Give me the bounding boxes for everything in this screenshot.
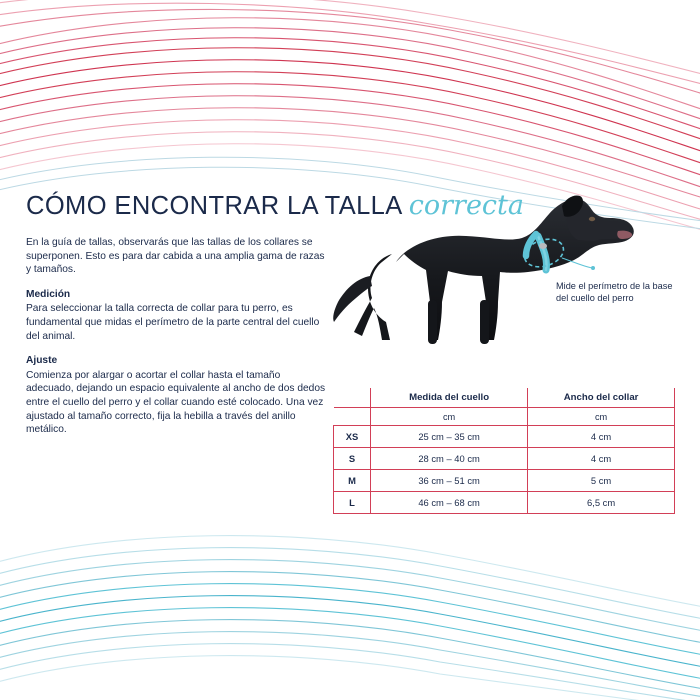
table-units-width: cm (528, 408, 675, 426)
row-neck-s: 28 cm – 40 cm (371, 448, 528, 470)
row-neck-m: 36 cm – 51 cm (371, 470, 528, 492)
measure-paragraph: Para seleccionar la talla correcta de collar para tu perro, es fundamental que midas el perímetro de la parte central del cuello del animal. (26, 303, 320, 342)
table-header-neck: Medida del cuello (371, 388, 528, 408)
table-units-blank (334, 408, 371, 426)
row-size-s: S (334, 448, 371, 470)
fit-heading: Ajuste (26, 355, 58, 367)
row-width-s: 4 cm (528, 448, 675, 470)
fit-paragraph: Comienza por alargar o acortar el collar hasta el tamaño adecuado, dejando un espacio equivalente al ancho de dos dedos entre el cuello del perro y el collar cuando esté colocado. Una vez ajustado al tamaño correcto, fija la hebilla a través del anillo metálico. (26, 369, 326, 436)
photo-callout-text: Mide el perímetro de la base del cuello del perro (556, 281, 673, 303)
size-table (333, 388, 675, 514)
row-neck-l: 46 cm – 68 cm (371, 492, 528, 514)
row-size-m: M (334, 470, 371, 492)
page-title-accent: correcta (408, 190, 524, 221)
row-neck-xs: 25 cm – 35 cm (371, 426, 528, 448)
measure-heading: Medición (26, 288, 71, 300)
row-size-l: L (334, 492, 371, 514)
table-units-row (334, 408, 675, 426)
table-row (334, 426, 675, 448)
table-units-neck: cm (371, 408, 528, 426)
table-header-blank (334, 388, 371, 408)
page-title-main: CÓMO ENCONTRAR LA TALLA (26, 192, 409, 220)
row-size-xs: XS (334, 426, 371, 448)
intro-paragraph: En la guía de tallas, observarás que las tallas de los collares se superponen. Esto es para dar cabida a una amplia gama de razas y tamaños. (26, 237, 325, 276)
row-width-m: 5 cm (528, 470, 675, 492)
row-width-xs: 4 cm (528, 426, 675, 448)
table-body (334, 426, 675, 514)
row-width-l: 6,5 cm (528, 492, 675, 514)
instructions-column (26, 236, 326, 448)
table-header-row (334, 388, 675, 408)
size-table-container (333, 388, 675, 514)
table-row (334, 470, 675, 492)
table-header-width: Ancho del collar (528, 388, 675, 408)
table-row (334, 448, 675, 470)
table-row (334, 492, 675, 514)
